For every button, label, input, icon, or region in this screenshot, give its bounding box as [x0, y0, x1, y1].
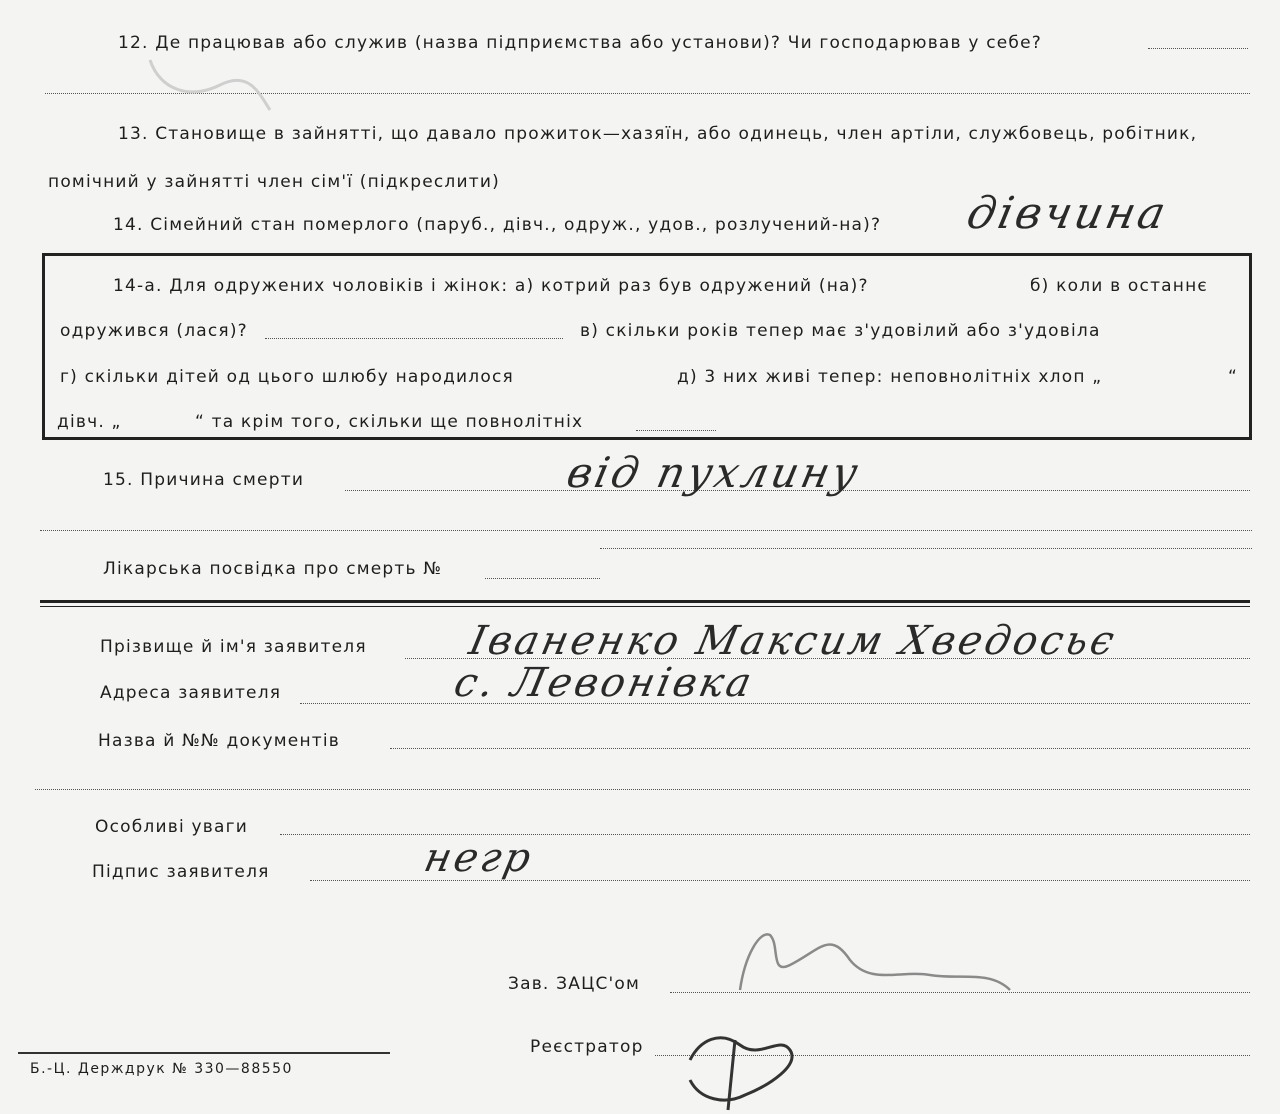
- item-13-line-1: 13. Становище в зайнятті, що давало прожиток—хазяїн, або одинець, член артіли, службовець, робітник,: [118, 124, 1198, 144]
- item-14a-line-3a: г) скільки дітей од цього шлюбу народилося: [60, 367, 514, 387]
- printer-imprint: Б.-Ц. Держдрук № 330—88550: [30, 1061, 293, 1077]
- item-14a-line-2a: одружився (лася)?: [60, 321, 248, 341]
- item-14a-line-4b: “ та крім того, скільки ще повнолітніх: [195, 412, 584, 432]
- item-14a-line-3b: д) 3 них живі тепер: неповнолітніх хлоп „: [677, 367, 1103, 387]
- applicant-signature-label: Підпис заявителя: [92, 862, 270, 882]
- registrar-signature-scribble: [690, 1038, 792, 1100]
- applicant-address-handwritten: с. Левонівка: [450, 660, 759, 706]
- head-signature-scribble: [740, 934, 1010, 990]
- item-15-handwritten-answer: від пухлину: [562, 448, 865, 497]
- applicant-name-handwritten: Іваненко Максим Хведосьє: [465, 618, 1122, 664]
- registrar-label: Реєстратор: [530, 1037, 644, 1057]
- special-notes-label: Особливі уваги: [95, 817, 248, 837]
- applicant-name-label: Прізвище й ім'я заявителя: [100, 637, 367, 657]
- item-14a-line-2b: в) скільки років тепер має з'удовілий або з'удовіла: [580, 321, 1101, 341]
- item-14-handwritten-answer: дівчина: [962, 188, 1173, 239]
- item-14a-line-1: 14-а. Для одружених чоловіків і жінок: а) котрий раз був одружений (на)?: [113, 276, 869, 296]
- item-15-label: 15. Причина смерти: [103, 470, 305, 490]
- item-12-label: 12. Де працював або служив (назва підприємства або установи)? Чи господарював у себе?: [118, 33, 1042, 53]
- applicant-address-label: Адреса заявителя: [100, 683, 282, 703]
- item-14a-line-3c: “: [1228, 367, 1239, 387]
- stray-mark-faint: [150, 60, 270, 110]
- item-14-label: 14. Сімейний стан померлого (паруб., дівч., одруж., удов., розлучений-на)?: [113, 215, 882, 235]
- item-14a-line-4a: дівч. „: [57, 412, 122, 432]
- item-13-line-2: помічний у зайнятті член сім'ї (підкреслити): [48, 172, 500, 192]
- medical-certificate-label: Лікарська посвідка про смерть №: [103, 559, 443, 579]
- item-14a-line-1b: б) коли в останнє: [1030, 276, 1208, 296]
- applicant-signature-handwritten: негр: [420, 835, 538, 881]
- registry-head-label: Зав. ЗАЦС'ом: [508, 974, 641, 994]
- applicant-documents-label: Назва й №№ документів: [98, 731, 341, 751]
